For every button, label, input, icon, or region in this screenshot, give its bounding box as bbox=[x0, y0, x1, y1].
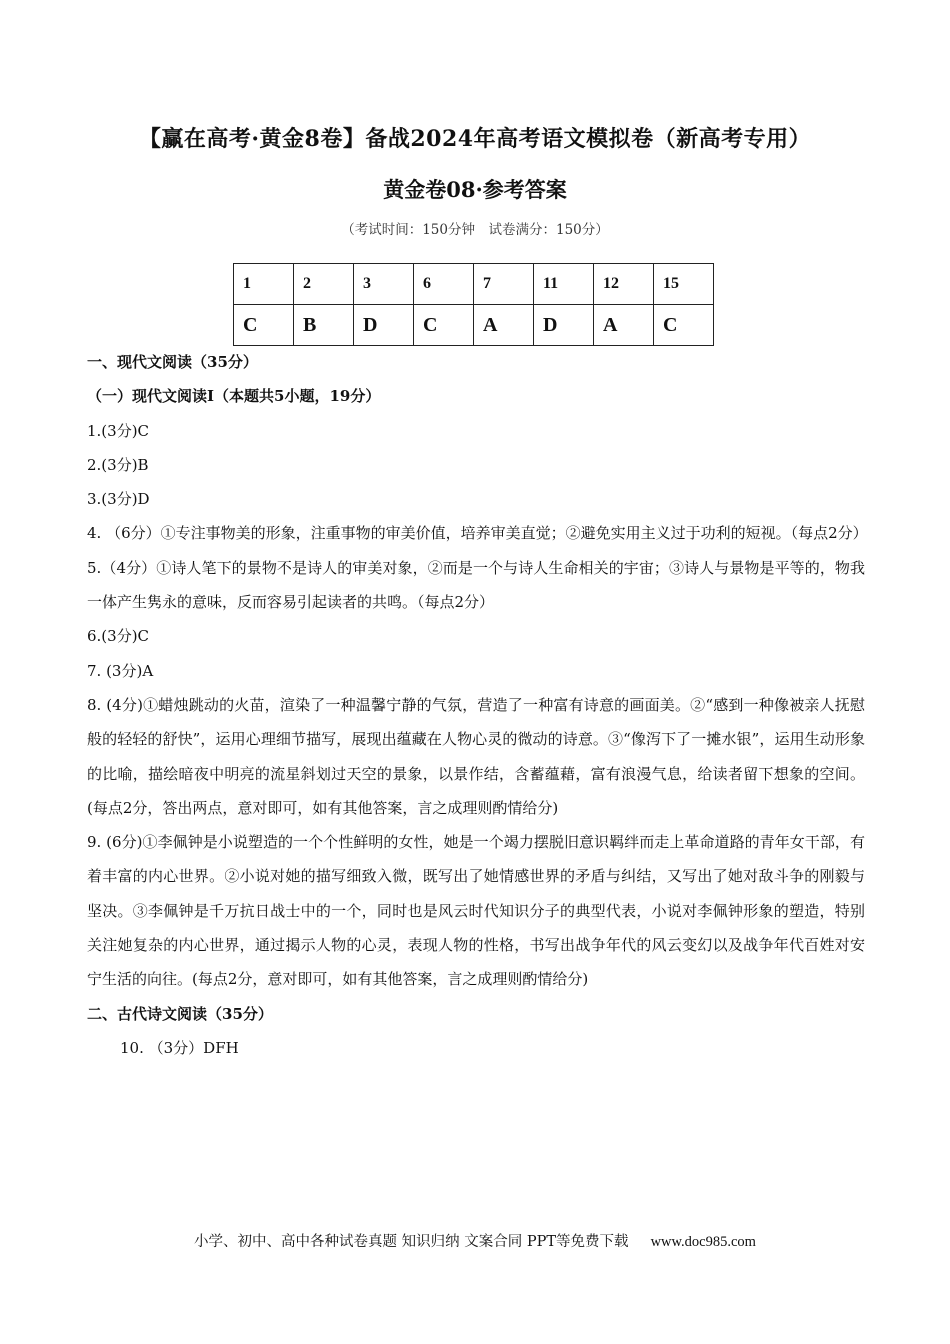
answer-item-5: 5.（4分）①诗人笔下的景物不是诗人的审美对象，②而是一个与诗人生命相关的宇宙；③诗人与景物是平等的，物我一体产生隽永的意味，反而容易引起读者的共鸣。（每点2分） bbox=[87, 558, 865, 612]
question-number-cell: 3 bbox=[354, 264, 414, 305]
answer-item-8: 8. (4分)①蜡烛跳动的火苗，渲染了一种温馨宁静的气氛，营造了一种富有诗意的画面美。②“感到一种像被亲人抚慰般的轻轻的舒快”，运用心理细节描写，展现出蕴藏在人物心灵的微动的诗意。③“像泻下了一摊水银”，运用生动形象的比喻，描绘暗夜中明亮的流星斜划过天空的景象，以景作结，含蓄蕴藉，富有浪漫气息，给读者留下想象的空间。(每点2分，答出两点，意对即可，如有其他答案，言之成理则酌情给分) bbox=[87, 695, 865, 817]
question-number-cell: 1 bbox=[234, 264, 294, 305]
footer-text: 小学、初中、高中各种试卷真题 知识归纳 文案合同 PPT等免费下载 bbox=[194, 1234, 629, 1250]
section-heading: 二、古代诗文阅读（35分） bbox=[87, 1004, 273, 1023]
question-number-cell: 11 bbox=[534, 264, 594, 305]
answer-cell: C bbox=[654, 305, 714, 346]
answer-item-7: 7. (3分)A bbox=[87, 661, 154, 680]
answer-cell: B bbox=[294, 305, 354, 346]
page-footer bbox=[0, 1230, 950, 1251]
answer-cell: C bbox=[414, 305, 474, 346]
document-title: 【赢在高考·黄金8卷】备战2024年高考语文模拟卷（新高考专用） bbox=[138, 126, 812, 152]
subsection-heading: （一）现代文阅读Ⅰ（本题共5小题，19分） bbox=[87, 387, 381, 406]
answer-item-9: 9. (6分)①李佩钟是小说塑造的一个个性鲜明的女性，她是一个竭力摆脱旧意识羁绊而走上革命道路的青年女干部，有着丰富的内心世界。②小说对她的描写细致入微，既写出了她情感世界的矛盾与纠结，又写出了她对敌斗争的刚毅与坚决。③李佩钟是千万抗日战士中的一个，同时也是风云时代知识分子的典型代表，小说对李佩钟形象的塑造，特别关注她复杂的内心世界，通过揭示人物的心灵，表现人物的性格，书写出战争年代的风云变幻以及战争年代百姓对安宁生活的向往。(每点2分，意对即可，如有其他答案，言之成理则酌情给分) bbox=[87, 833, 865, 989]
answer-cell: D bbox=[534, 305, 594, 346]
answer-content bbox=[87, 345, 868, 1065]
answer-item-2: 2.(3分)B bbox=[87, 455, 149, 474]
answer-item-10: 10. （3分）DFH bbox=[120, 1038, 239, 1057]
section-heading: 一、现代文阅读（35分） bbox=[87, 353, 258, 371]
question-number-cell: 12 bbox=[594, 264, 654, 305]
document-subtitle: 黄金卷08·参考答案 bbox=[383, 177, 567, 202]
answer-cell: C bbox=[234, 305, 294, 346]
answer-table-question-row bbox=[234, 264, 714, 305]
question-number-cell: 6 bbox=[414, 264, 474, 305]
answer-item-3: 3.(3分)D bbox=[87, 490, 150, 509]
answer-table bbox=[233, 263, 714, 346]
answer-cell: D bbox=[354, 305, 414, 346]
question-number-cell: 15 bbox=[654, 264, 714, 305]
answer-item-1: 1.(3分)C bbox=[87, 421, 150, 440]
exam-info: （考试时间：150分钟 试卷满分：150分） bbox=[341, 222, 609, 238]
question-number-cell: 2 bbox=[294, 264, 354, 305]
question-number-cell: 7 bbox=[474, 264, 534, 305]
footer-url: www.doc985.com bbox=[650, 1234, 756, 1250]
answer-item-6: 6.(3分)C bbox=[87, 627, 150, 646]
answer-table-answer-row bbox=[234, 305, 714, 346]
answer-item-4: 4. （6分）①专注事物美的形象，注重事物的审美价值，培养审美直觉；②避免实用主义过于功利的短视。（每点2分） bbox=[87, 524, 868, 543]
answer-cell: A bbox=[594, 305, 654, 346]
answer-cell: A bbox=[474, 305, 534, 346]
